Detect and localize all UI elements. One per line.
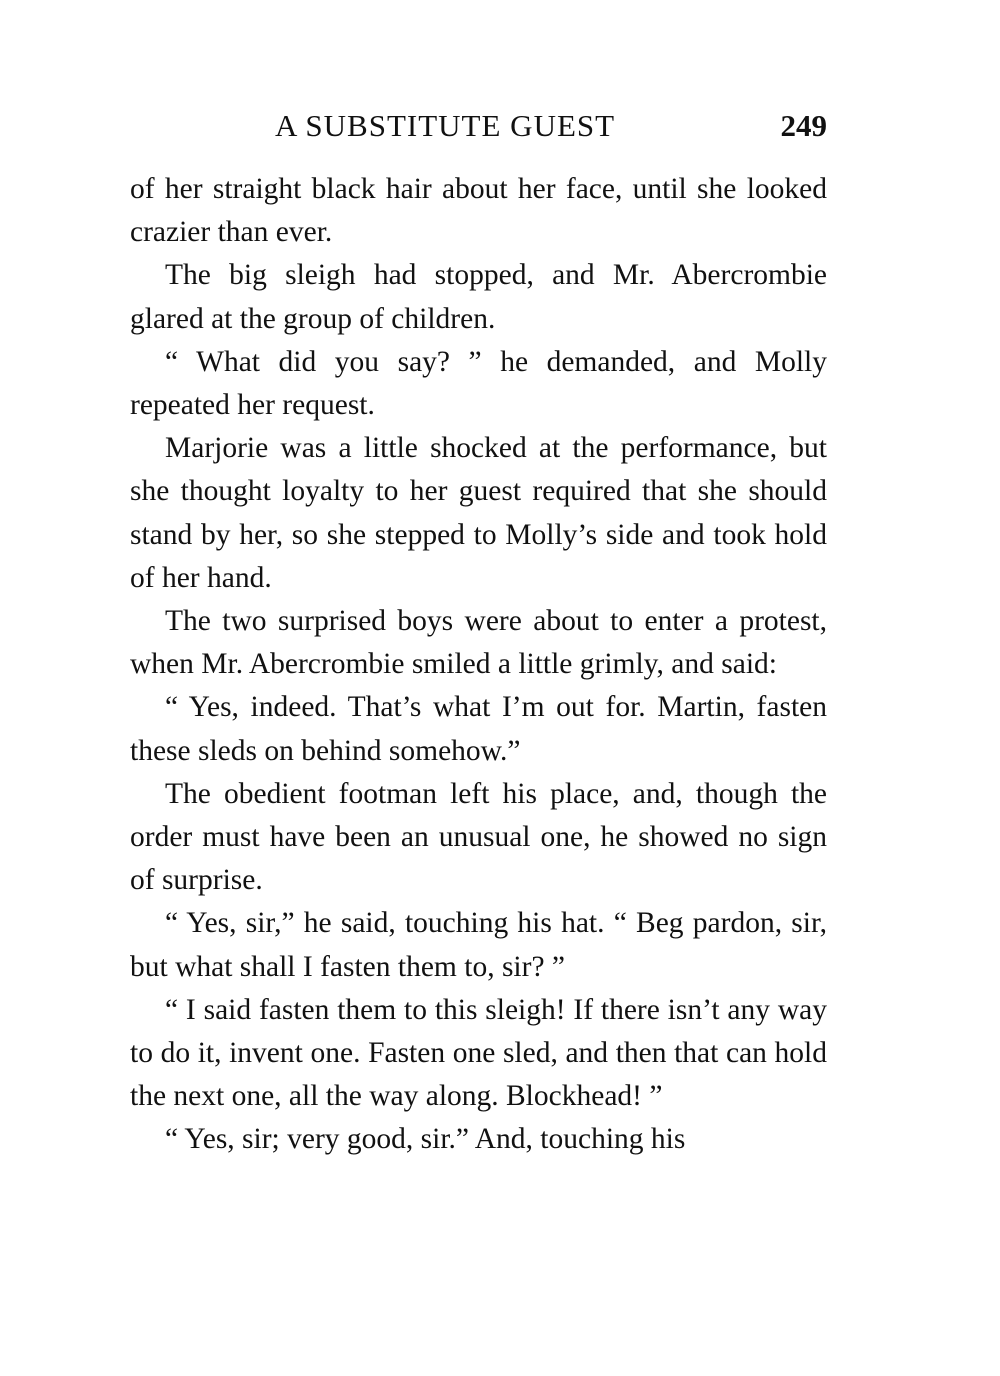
paragraph: “ What did you say? ” he demanded, and Molly repeated her request. xyxy=(130,345,827,422)
paragraph: “ Yes, indeed. That’s what I’m out for. Martin, fasten these sleds on behind somehow.” xyxy=(130,691,827,767)
paragraph: “ I said fasten them to this sleigh! If there isn’t any way to do it, invent one. Fasten one sled, and then that can hold the next one, all the way along. Blockhead! ” xyxy=(130,993,827,1113)
paragraph: Marjorie was a little shocked at the performance, but she thought loyalty to her guest required that she should stand by her, so she stepped to Molly’s side and took hold of her hand. xyxy=(130,432,827,594)
paragraph: The two surprised boys were about to enter a protest, when Mr. Abercrombie smiled a little grimly, and said: xyxy=(130,605,827,681)
paragraph: of her straight black hair about her face, until she looked crazier than ever. xyxy=(130,173,827,249)
running-head xyxy=(130,108,827,152)
paragraph: “ Yes, sir,” he said, touching his hat. “ Beg pardon, sir, but what shall I fasten them to, sir? ” xyxy=(130,907,827,983)
paragraph: The big sleigh had stopped, and Mr. Abercrombie glared at the group of children. xyxy=(130,259,827,335)
paragraph: The obedient footman left his place, and, though the order must have been an unusual one, he showed no sign of surprise. xyxy=(130,777,827,897)
page-number: 249 xyxy=(780,108,827,143)
paragraph: “ Yes, sir; very good, sir.” And, touching his xyxy=(165,1123,686,1156)
running-title: A SUBSTITUTE GUEST xyxy=(275,108,616,143)
body-text xyxy=(130,168,827,1162)
